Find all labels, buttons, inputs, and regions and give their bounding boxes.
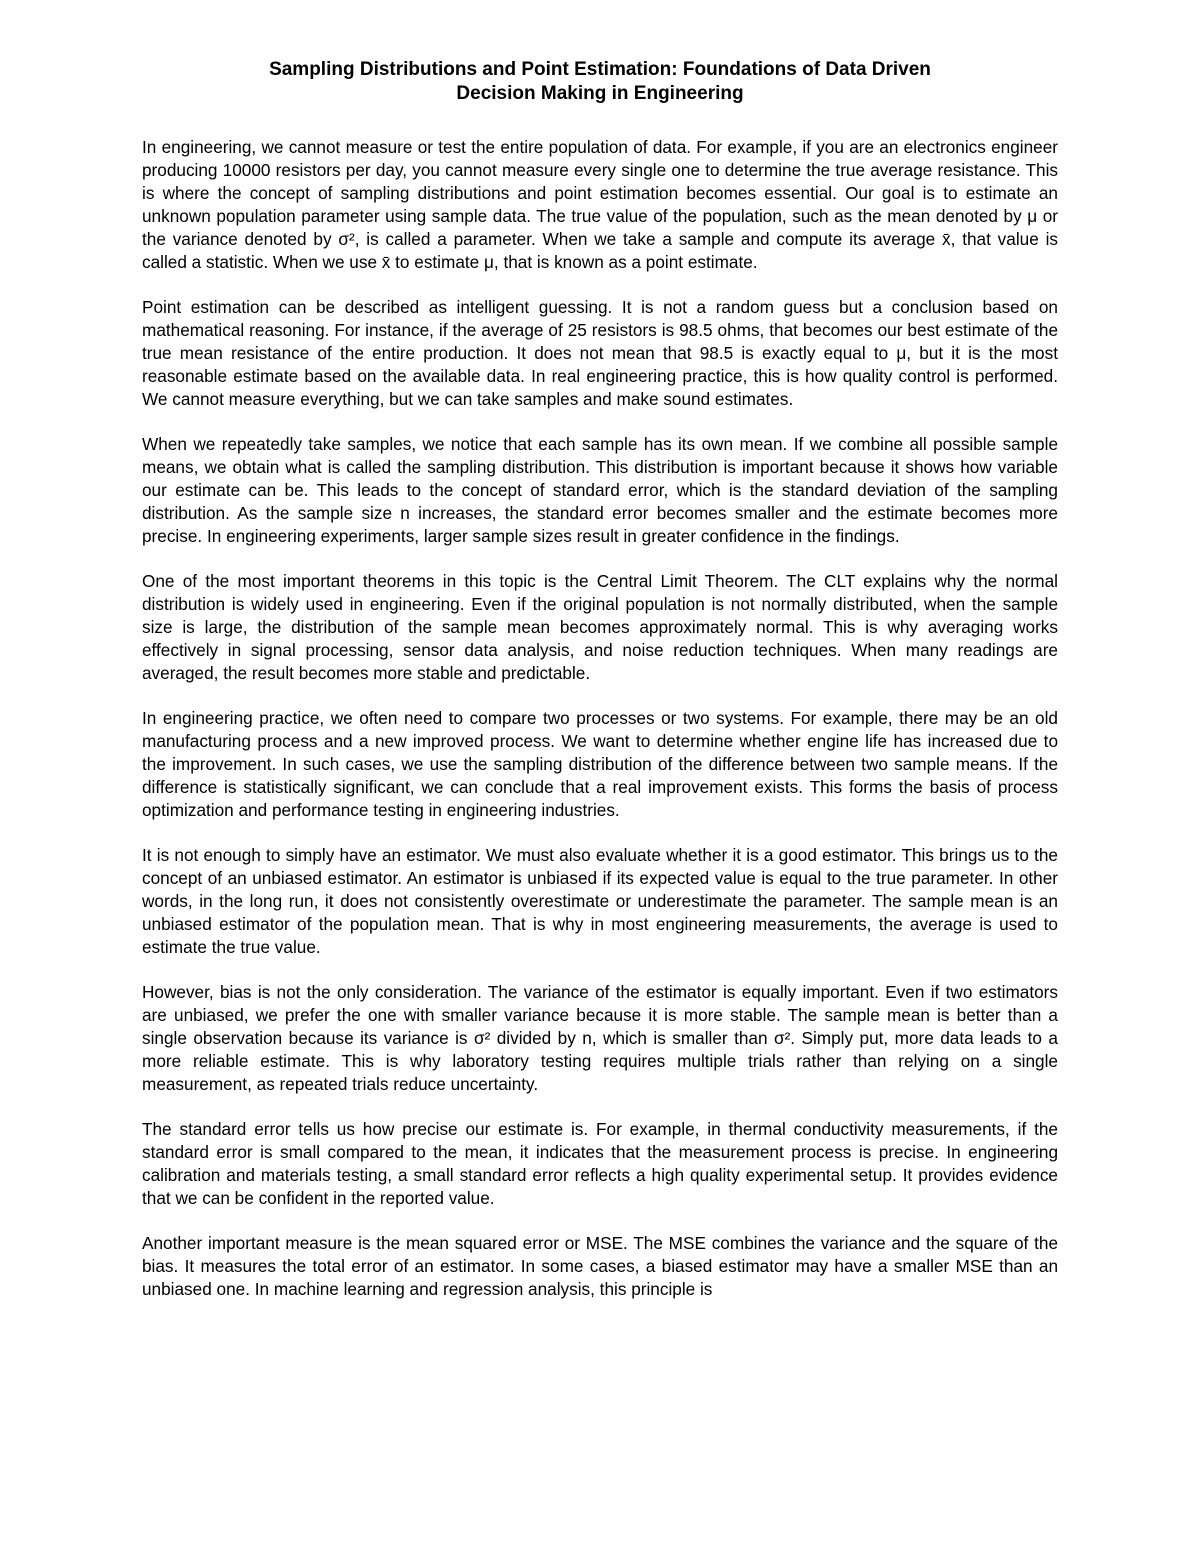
document-body: [142, 136, 1058, 1323]
document-title: [142, 58, 1058, 106]
paragraph-7: However, bias is not the only consideration. The variance of the estimator is equally important. Even if two estimators are unbiased, we prefer the one with smaller variance because it is more stable. The sample mean is better than a single observation because its variance is σ² divided by n, which is smaller than σ². Simply put, more data leads to a more reliable estimate. This is why laboratory testing requires multiple trials rather than relying on a single measurement, as repeated trials reduce uncertainty.: [142, 982, 1058, 1094]
paragraph-3: When we repeatedly take samples, we notice that each sample has its own mean. If we combine all possible sample means, we obtain what is called the sampling distribution. This distribution is important because it shows how variable our estimate can be. This leads to the concept of standard error, which is the standard deviation of the sampling distribution. As the sample size n increases, the standard error becomes smaller and the estimate becomes more precise. In engineering experiments, larger sample sizes result in greater confidence in the findings.: [142, 434, 1058, 546]
paragraph-5: In engineering practice, we often need to compare two processes or two systems. For example, there may be an old manufacturing process and a new improved process. We want to determine whether engine life has increased due to the improvement. In such cases, we use the sampling distribution of the difference between two sample means. If the difference is statistically significant, we can conclude that a real improvement exists. This forms the basis of process optimization and performance testing in engineering industries.: [142, 708, 1058, 820]
paragraph-6: It is not enough to simply have an estimator. We must also evaluate whether it is a good estimator. This brings us to the concept of an unbiased estimator. An estimator is unbiased if its expected value is equal to the true parameter. In other words, in the long run, it does not consistently overestimate or underestimate the parameter. The sample mean is an unbiased estimator of the population mean. That is why in most engineering measurements, the average is used to estimate the true value.: [142, 845, 1058, 957]
paragraph-2: Point estimation can be described as intelligent guessing. It is not a random guess but a conclusion based on mathematical reasoning. For instance, if the average of 25 resistors is 98.5 ohms, that becomes our best estimate of the true mean resistance of the entire production. It does not mean that 98.5 is exactly equal to μ, but it is the most reasonable estimate based on the available data. In real engineering practice, this is how quality control is performed. We cannot measure everything, but we can take samples and make sound estimates.: [142, 297, 1058, 409]
title-line-1: Sampling Distributions and Point Estimation: Foundations of Data Driven: [269, 59, 931, 80]
paragraph-8: The standard error tells us how precise our estimate is. For example, in thermal conductivity measurements, if the standard error is small compared to the mean, it indicates that the measurement process is precise. In engineering calibration and materials testing, a small standard error reflects a high quality experimental setup. It provides evidence that we can be confident in the reported value.: [142, 1119, 1058, 1208]
paragraph-9: Another important measure is the mean squared error or MSE. The MSE combines the variance and the square of the bias. It measures the total error of an estimator. In some cases, a biased estimator may have a smaller MSE than an unbiased one. In machine learning and regression analysis, this principle is: [142, 1233, 1058, 1299]
title-line-2: Decision Making in Engineering: [456, 83, 744, 104]
paragraph-4: One of the most important theorems in this topic is the Central Limit Theorem. The CLT explains why the normal distribution is widely used in engineering. Even if the original population is not normally distributed, when the sample size is large, the distribution of the sample mean becomes approximately normal. This is why averaging works effectively in signal processing, sensor data analysis, and noise reduction techniques. When many readings are averaged, the result becomes more stable and predictable.: [142, 571, 1058, 683]
paragraph-1: In engineering, we cannot measure or test the entire population of data. For example, if you are an electronics engineer producing 10000 resistors per day, you cannot measure every single one to determine the true average resistance. This is where the concept of sampling distributions and point estimation becomes essential. Our goal is to estimate an unknown population parameter using sample data. The true value of the population, such as the mean denoted by μ or the variance denoted by σ², is called a parameter. When we take a sample and compute its average x̄, that value is called a statistic. When we use x̄ to estimate μ, that is known as a point estimate.: [142, 137, 1058, 272]
